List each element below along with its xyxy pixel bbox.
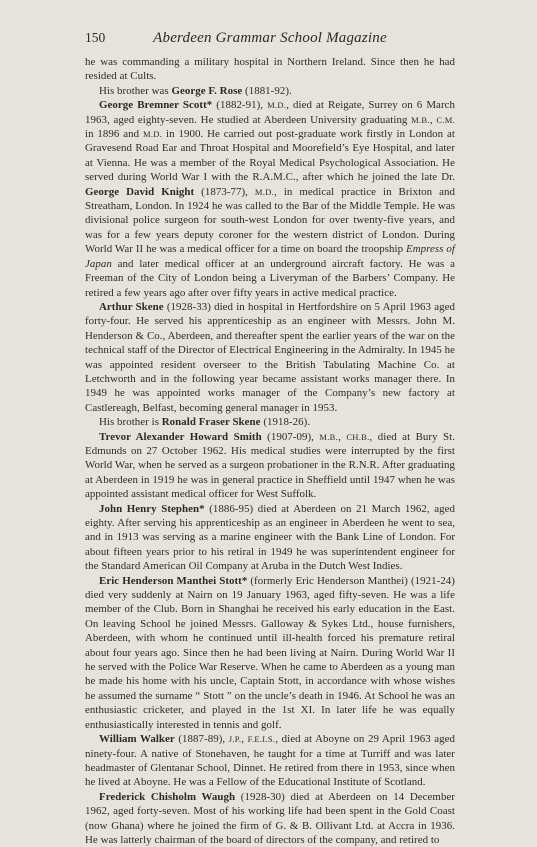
person-name: Arthur Skene [99, 300, 164, 313]
person-name: Trevor Alexander Howard Smith [99, 430, 262, 443]
text: in 1896 and [85, 128, 144, 141]
person-name: Frederick Chisholm Waugh [99, 790, 236, 803]
obituary-paragraph [85, 732, 455, 790]
degree: CH.B. [346, 431, 370, 442]
text: and later medical officer at an underground aircraft factory. He was a Freeman of the City of London being a Liveryman of the Barbers’ Company. He retired a few years ago after over fifty years in active medical practice. [85, 257, 455, 299]
page-header [85, 30, 455, 50]
degree: M.D. [254, 186, 275, 197]
text: His brother was [99, 84, 172, 97]
text: , died at Reigate, Surrey on 6 March 1963, aged eighty-seven. He studied at Aberdeen University graduating [85, 99, 455, 126]
obituary-paragraph [85, 502, 455, 574]
person-name: Eric Henderson Manthei Stott* [99, 574, 248, 587]
ship-name: Empress of Japan [85, 243, 455, 270]
person-name: George David Knight [85, 185, 195, 198]
obituary-paragraph [85, 574, 455, 732]
text: (1887-89), [174, 733, 229, 746]
text: (1928-30) died at Aberdeen on 14 December 1962, aged forty-seven. Most of his working life had been spent in the Gold Coast (now Ghana) where he joined the firm of G. & B. Ollivant Ltd. at Accra in 1936. He was latterly chairman of the board of directors of the company, and retired to [85, 790, 456, 846]
text: (formerly Eric Henderson Manthei) (1921-24) died very suddenly at Nairn on 19 January 1963, aged fifty-seven. He was a life member of the Club. Born in Shanghai he received his early education in the East. On leaving School he joined Messrs. Galloway & Sykes Ltd., house furnishers, Aberdeen, with whom he continued until ill-health forced his premature retiral about four years ago. Since then he had been living at Nairn. During World War II he served with the Police War Reserve. When he came to Aberdeen as a young man he made his home with his uncle, Captain Stott, in accordance with whose wishes he assumed the surname “ Stott ” on the uncle’s death in 1946. At School he was an enthusiastic cricketer, and played in the 1st XI. In later life he was equally enthusiastically interested in tennis and golf. [85, 574, 455, 731]
degree: M.D. [267, 100, 287, 111]
text: (1882-91), [212, 99, 268, 112]
obituary-paragraph [85, 98, 455, 300]
paragraph-text: he was commanding a military hospital in Northern Ireland. Since then he had resided at Cults. [85, 56, 455, 83]
person-name: Ronald Fraser Skene [161, 416, 261, 429]
running-title: Aberdeen Grammar School Magazine [153, 30, 387, 46]
degree: M.B. [411, 114, 430, 125]
degree: F.E.I.S. [247, 734, 276, 745]
person-name: William Walker [99, 733, 175, 746]
text: (1928-33) died in hospital in Hertfordshire on 5 April 1963 aged forty-four. He served his apprenticeship as an engineer with Messrs. John M. Henderson & Co., Aberdeen, and thereafter spent the earlier years of the war on the technical staff of the Director of Electrical Engineering in the Admiralty. In 1945 he was appointed resident overseer to the British Tabulating Machine Co. at Letchworth and in the following year became assistant works manager there. In 1949 he was appointed works manager of the Company’s new factory at Castlereagh, Belfast, becoming general manager in 1953. [85, 300, 455, 414]
obituary-paragraph [85, 790, 455, 847]
obituary-paragraph [85, 300, 455, 415]
text: , in medical practice in Brixton and Streatham, London. In 1924 he was called to the Bar of the Middle Temple. He was divisional police surgeon for south-west London for over twenty-five years, and was for a few years deputy coroner for the western district of London. During World War II he was a medical officer for a time on board the troopship [85, 185, 456, 256]
text: , [338, 430, 347, 443]
text: (1907-09), [261, 430, 320, 443]
text: His brother is [99, 416, 162, 429]
degree: C.M. [436, 114, 455, 125]
degree: M.D. [143, 129, 163, 140]
obituary-paragraph [85, 430, 455, 502]
text: , died at Aboyne on 29 April 1963 aged ninety-four. A native of Stonehaven, he taught for a time at Turriff and was later headmaster of Glentanar School, Dinnet. He retired from there in 1953, since when he lived at Aboyne. He was a Fellow of the Educational Institute of Scotland. [85, 733, 456, 789]
article-body [85, 55, 455, 847]
text: , [241, 733, 248, 746]
text: (1881-92). [242, 84, 292, 97]
text: , died at Bury St. Edmunds on 27 October 1962. His medical studies were interrupted by the first World War, when he served as a surgeon probationer in the R.N.R. After graduating at Aberdeen in 1919 he was in general practice in Sheffield until 1947 when he was appointed assistant medical officer for West Suffolk. [85, 430, 456, 501]
text: (1886-95) died at Aberdeen on 21 March 1962, aged eighty. After serving his apprenticeship as an engineer in Aberdeen he went to sea, and in 1913 was serving as a marine engineer with the Bank Line of London. For about fifteen years prior to his retiral in 1949 he was superintendent engineer for the Standard American Oil Company at Aruba in the Dutch West Indies. [85, 502, 455, 573]
text: in 1900. He carried out post-graduate work firstly in London at Gravesend Road Ear and Throat Hospital and Moorefield’s Eye Hospital, and later at Vienna. He was a member of the Royal Medical Psychological Association. He served during World War I with the R.A.M.C., after which he joined the late Dr. [85, 128, 455, 184]
obituary-paragraph [85, 84, 455, 98]
text: , [429, 113, 437, 126]
text: (1918-26). [260, 416, 311, 429]
degree: M.B. [319, 431, 339, 442]
person-name: George F. Rose [171, 84, 243, 97]
degree: J.P. [228, 734, 242, 745]
person-name: John Henry Stephen* [99, 502, 205, 515]
text: (1873-77), [194, 185, 255, 198]
obituary-paragraph [85, 415, 455, 429]
paragraph-continuation [85, 55, 455, 84]
person-name: George Bremner Scott* [99, 99, 213, 112]
page-number: 150 [85, 30, 106, 45]
